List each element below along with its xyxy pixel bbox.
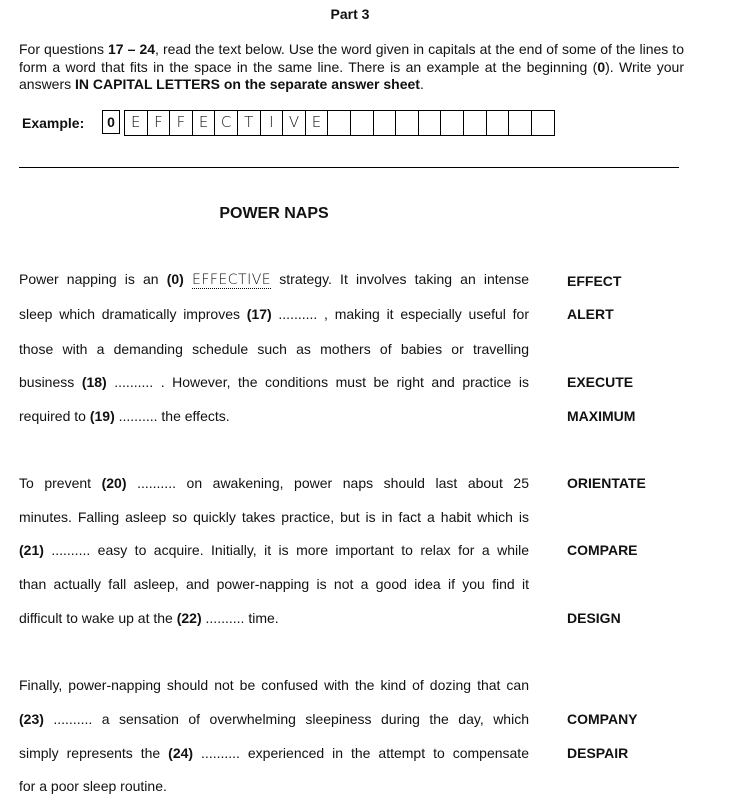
line-text: those with a demanding schedule such as mothers of babies or travelling	[19, 341, 529, 357]
text-line	[19, 676, 529, 694]
line-text: .......... easy to acquire. Initially, it is more important to relax for a while	[43, 542, 529, 558]
line-text: simply represents the	[19, 745, 169, 761]
letter-cell: E	[193, 111, 216, 135]
example-label: Example:	[22, 115, 85, 131]
letter-cell	[509, 111, 532, 135]
text-line	[19, 541, 529, 559]
question-range: 17 – 24	[108, 41, 156, 57]
letter-cell: I	[261, 111, 284, 135]
line-text: Finally, power-napping should not be confused with the kind of dozing that can	[19, 677, 529, 693]
text-line	[19, 373, 529, 391]
line-text: minutes. Falling asleep so quickly takes practice, but is in fact a habit which is	[19, 509, 529, 525]
capital-word: EFFECT	[567, 273, 622, 289]
letter-cell	[374, 111, 397, 135]
text-line	[19, 305, 529, 323]
answer-boxes	[102, 110, 555, 136]
question-number: (17)	[246, 306, 272, 322]
question-number: (0)	[166, 271, 184, 287]
capital-word: COMPANY	[567, 711, 638, 727]
letter-cell: F	[170, 111, 193, 135]
text-line	[19, 777, 529, 795]
letter-cell: T	[238, 111, 261, 135]
line-text: for a poor sleep routine.	[19, 778, 167, 794]
letter-cell: E	[306, 111, 329, 135]
line-text: required to	[19, 408, 90, 424]
text-title: POWER NAPS	[219, 205, 329, 222]
line-text: .......... . However, the conditions must be right and practice is	[106, 374, 529, 390]
line-text: To prevent	[19, 475, 102, 491]
letter-cell	[328, 111, 351, 135]
text-line	[19, 744, 529, 762]
line-text: strategy. It involves taking an intense	[271, 271, 530, 287]
letter-cell: V	[283, 111, 306, 135]
line-text: business	[19, 374, 82, 390]
letter-cell	[396, 111, 419, 135]
instructions-text-3: ). Write your answers	[19, 58, 684, 92]
line-text: .......... experienced in the attempt to compensate	[193, 745, 529, 761]
line-text: .......... on awakening, power naps should last about 25	[126, 475, 529, 491]
text-line	[19, 474, 529, 492]
capital-word: ALERT	[567, 306, 614, 322]
line-text: Power napping is an	[19, 271, 167, 287]
line-text: than actually fall asleep, and power-napping is not a good idea if you find it	[19, 576, 529, 592]
letter-cell	[419, 111, 442, 135]
line-text: .......... , making it especially useful for	[271, 306, 529, 322]
part-title: Part 3	[330, 6, 370, 22]
question-number: (24)	[168, 745, 194, 761]
example-number-box: 0	[102, 110, 120, 134]
question-number: (21)	[19, 542, 44, 558]
instructions-text-4: .	[419, 76, 424, 92]
instructions	[19, 41, 684, 94]
letter-cell: F	[148, 111, 171, 135]
question-number: (22)	[176, 610, 202, 626]
letter-cell	[351, 111, 374, 135]
line-text: .......... the effects.	[114, 408, 230, 424]
capital-word: DESPAIR	[567, 745, 629, 761]
capital-word: DESIGN	[567, 610, 621, 626]
capital-word: COMPARE	[567, 542, 638, 558]
question-number: (19)	[89, 408, 115, 424]
divider-line	[19, 167, 679, 168]
line-text: sleep which dramatically improves	[19, 306, 247, 322]
question-number: (23)	[19, 711, 44, 727]
letter-cell	[464, 111, 487, 135]
question-number: (18)	[81, 374, 107, 390]
letter-cell: C	[215, 111, 238, 135]
text-line	[19, 340, 529, 358]
text-line	[19, 609, 529, 627]
instructions-emphasis: IN CAPITAL LETTERS on the separate answer sheet	[75, 76, 420, 92]
example-number-ref: 0	[597, 58, 606, 75]
line-text: .......... a sensation of overwhelming sleepiness during the day, which	[43, 711, 529, 727]
instructions-text-1: For questions	[19, 41, 109, 57]
capital-word: ORIENTATE	[567, 475, 646, 491]
question-number: (20)	[101, 475, 127, 491]
example-row	[22, 109, 555, 137]
text-line	[19, 710, 529, 728]
letter-cells	[124, 110, 555, 136]
text-line	[19, 407, 529, 425]
example-answer: EFFECTIVE	[191, 272, 272, 288]
text-line	[19, 508, 529, 526]
capital-word: MAXIMUM	[567, 408, 636, 424]
letter-cell	[441, 111, 464, 135]
text-line	[19, 270, 529, 288]
letter-cell	[532, 111, 555, 135]
capital-word: EXECUTE	[567, 374, 634, 390]
letter-cell: E	[125, 111, 148, 135]
letter-cell	[487, 111, 510, 135]
line-text: .......... time.	[201, 610, 279, 626]
text-line	[19, 575, 529, 593]
instructions-text-2: , read the text below. Use the word given in capitals at the end of some of the lines to form a word that fits in the space in the same line. There is an example at the beginning (	[19, 41, 684, 75]
line-text: difficult to wake up at the	[19, 610, 177, 626]
